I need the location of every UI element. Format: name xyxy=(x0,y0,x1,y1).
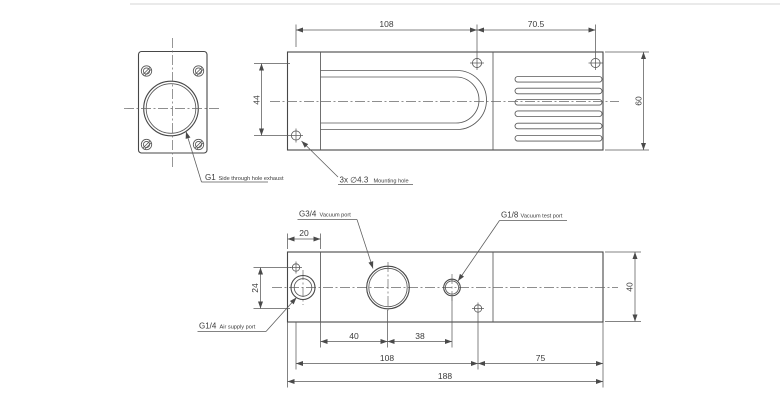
bottom-view xyxy=(198,210,642,388)
vacuum-port-desc: Vacuum port xyxy=(319,212,351,219)
mounting-hole xyxy=(470,56,484,70)
dim-bottom-40: 40 xyxy=(349,331,359,341)
dim-bottom-108: 108 xyxy=(379,353,395,363)
exhaust-port-code: G1 xyxy=(205,173,216,182)
mounting-hole xyxy=(589,56,603,70)
test-port-desc: Vacuum test port xyxy=(520,213,563,220)
dim-bottom-24: 24 xyxy=(250,283,260,293)
vent-slot xyxy=(515,136,602,142)
exhaust-port-desc: Side through hole exhaust xyxy=(218,176,284,182)
vent-slot xyxy=(515,111,602,117)
front-bolt-hole xyxy=(141,66,151,76)
vent-slot xyxy=(515,88,602,94)
top-groove-outer xyxy=(321,71,487,130)
dim-bottom-188: 188 xyxy=(437,371,453,381)
dim-top-70-5: 70.5 xyxy=(527,19,545,29)
dim-top-108: 108 xyxy=(379,19,394,29)
dim-top-60: 60 xyxy=(633,96,644,106)
bottom-screw-hole xyxy=(290,262,302,274)
dim-top-44: 44 xyxy=(251,95,262,105)
front-bolt-hole xyxy=(193,66,203,76)
vacuum-port-code: G3/4 xyxy=(299,209,317,219)
top-groove-inner xyxy=(321,77,480,123)
test-port-code: G1/8 xyxy=(501,210,519,220)
mounting-hole xyxy=(289,129,303,143)
top-view xyxy=(252,19,650,185)
dim-bottom-75: 75 xyxy=(535,353,546,363)
vent-slot xyxy=(515,100,602,106)
vacuum-leader-line xyxy=(357,220,373,269)
mounting-hole-code: 3x ∅4.3 xyxy=(339,175,369,185)
dim-bottom-20: 20 xyxy=(299,228,309,238)
front-bolt-hole xyxy=(193,139,203,149)
mounting-leader-line xyxy=(302,141,339,177)
front-bolt-hole xyxy=(141,139,151,149)
front-view xyxy=(124,38,284,182)
vent-slot xyxy=(515,123,602,129)
vent-slot xyxy=(515,77,602,83)
bottom-screw-hole xyxy=(472,303,484,315)
mounting-hole-desc: Mounting hole xyxy=(373,178,409,185)
supply-port-code: G1/4 xyxy=(199,321,217,331)
dim-bottom-height-40: 40 xyxy=(624,282,635,292)
supply-leader-line xyxy=(266,298,297,332)
dim-bottom-38: 38 xyxy=(415,331,425,341)
supply-port-desc: Air supply port xyxy=(219,324,256,331)
